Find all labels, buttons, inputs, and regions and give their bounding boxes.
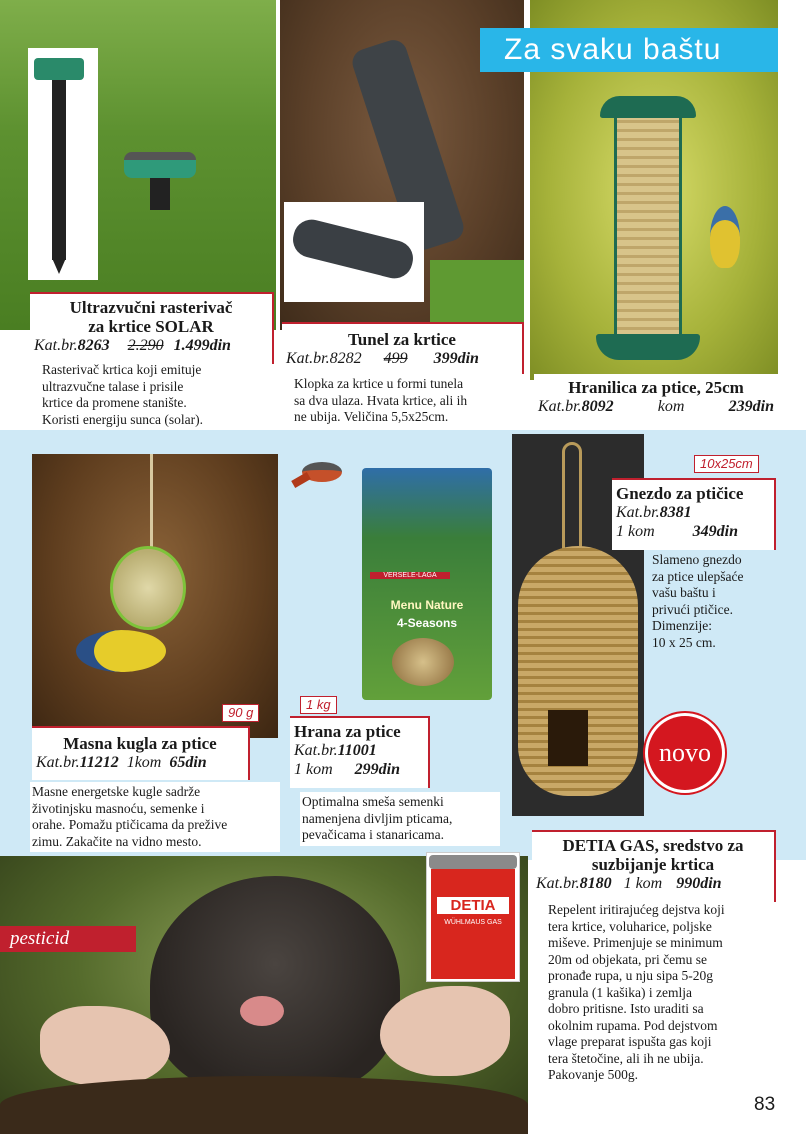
birdfood-title: Hrana za ptice	[294, 722, 401, 741]
tunnel-desc-line: sa dva ulaza. Hvata krtice, ali ih	[294, 392, 468, 408]
hanging-string	[150, 454, 153, 554]
detia-description	[548, 902, 782, 1084]
stake-head	[34, 58, 84, 80]
can-sub-label: WÜHLMAUS GAS	[444, 919, 502, 926]
fat-ball	[110, 546, 186, 630]
ultrasonic-desc-line: ultrazvučne talase i prisile	[42, 378, 184, 394]
birdfood-desc-line: pevačicama i stanaricama.	[302, 827, 445, 842]
ultrasonic-desc-line: Koristi energiju sunca (solar).	[42, 411, 203, 427]
nest-cat-number: 8381	[659, 504, 692, 521]
nest-price: 349din	[692, 523, 738, 540]
birdfood-weight-tag: 1 kg	[300, 696, 337, 714]
detia-price: 990din	[676, 875, 722, 892]
tunnel-description	[294, 376, 530, 426]
feeder-title: Hranilica za ptice, 25cm	[568, 378, 744, 397]
fatball-weight-tag: 90 g	[222, 704, 259, 722]
birdfood-info-box	[290, 716, 430, 788]
feeder-price-line	[534, 397, 778, 416]
feeder-tube	[614, 118, 682, 336]
detia-can	[426, 852, 520, 982]
detia-cat-number: 8180	[579, 875, 612, 892]
pesticid-badge: pesticid	[0, 926, 136, 952]
solar-head	[124, 152, 196, 178]
detia-title-line2: suzbijanje krtica	[591, 855, 715, 874]
birdfood-description	[300, 792, 500, 846]
fatball-title: Masna kugla za ptice	[63, 734, 217, 753]
solar-stem	[150, 178, 170, 210]
feeder-cat-number: 8092	[581, 398, 614, 415]
ultrasonic-price: 1.499din	[173, 337, 231, 354]
tunnel-desc-line: ne ubija. Veličina 5,5x25cm.	[294, 409, 449, 424]
tunnel-cat-number: 8282	[329, 350, 362, 367]
novo-badge: novo	[648, 716, 722, 790]
detia-desc-line: vlage preparat ispušta gas koji	[548, 1034, 712, 1049]
redstart-bird-illustration	[292, 452, 354, 492]
feeder-base	[596, 334, 700, 360]
detia-desc-line: dobro pritisne. Isto uraditi sa	[548, 1001, 704, 1016]
nest-title: Gnezdo za ptičice	[616, 484, 744, 503]
ultrasonic-title-line2: za krtice SOLAR	[88, 317, 214, 336]
mole-body	[150, 876, 400, 1096]
birdfood-price-line	[294, 760, 428, 779]
nest-info-box	[612, 478, 776, 550]
tunnel-price: 399din	[433, 350, 479, 367]
ultrasonic-photo	[0, 0, 276, 330]
nest-description	[652, 552, 782, 651]
detia-desc-line: miševe. Primenjuje se minimum	[548, 935, 723, 950]
birdfood-cat-number: 11001	[337, 742, 377, 759]
tunnel-grass-strip	[430, 260, 524, 330]
ultrasonic-description	[42, 362, 278, 428]
detia-info-box	[532, 830, 776, 902]
mole-snout	[240, 996, 284, 1026]
nest-desc-line: Slameno gnezdo	[652, 552, 742, 567]
tunnel-price-line	[282, 349, 522, 368]
fatball-price-line	[32, 753, 248, 772]
detia-desc-line: okolnim rupama. Pod dejstvom	[548, 1017, 718, 1033]
detia-desc-line: pronađe rupa, u nju sipa 5-20g	[548, 968, 713, 983]
page-number: 83	[754, 1094, 776, 1115]
feeder-cat-label: Kat.br.	[538, 398, 582, 415]
ultrasonic-title-line1: Ultrazvučni rasterivač	[69, 298, 233, 317]
tunnel-info-box	[282, 322, 524, 374]
fatball-info-box	[32, 726, 250, 780]
detia-cat-label: Kat.br.	[536, 875, 580, 892]
detia-desc-line: 20m od objekata, pri čemu se	[548, 951, 707, 967]
soil-mound	[0, 1076, 528, 1134]
nest-cat-label: Kat.br.	[616, 504, 660, 521]
detia-desc-line: Pakovanje 500g.	[548, 1067, 638, 1082]
detia-desc-line: tera štetočine, ali ih ne ubija.	[548, 1050, 704, 1066]
bluetit-bird	[710, 206, 740, 268]
detia-price-line	[532, 874, 774, 893]
nest-price-line	[616, 522, 774, 541]
nest-desc-line: vašu baštu i	[652, 585, 716, 600]
bluetit-on-ball	[76, 630, 166, 672]
feeder-unit: kom	[657, 398, 685, 415]
birdfood-desc-line: Optimalna smeša semenki	[302, 794, 444, 809]
stake-tip	[52, 258, 66, 274]
birdfood-price: 299din	[354, 761, 400, 778]
fatball-description	[30, 782, 280, 852]
feeder-price: 239din	[728, 398, 774, 415]
fatball-cat-number: 11212	[79, 754, 119, 771]
fatball-unit: 1kom	[126, 754, 162, 771]
fatball-desc-line: životinjsku masnoću, semenke i	[32, 800, 205, 816]
package-brand: VERSELE-LAGA	[370, 572, 450, 579]
redstart-tail	[291, 472, 311, 488]
detia-desc-line: granula (1 kašika) i zemlja	[548, 984, 692, 1000]
birdfood-package	[362, 468, 492, 700]
fatball-desc-line: zimu. Zakačite na vidno mesto.	[32, 833, 202, 849]
birdfood-cat-line	[294, 741, 428, 760]
ultrasonic-desc-line: krtice da promene stanište.	[42, 395, 187, 410]
package-seeds-window	[392, 638, 454, 686]
tunnel-cat-label: Kat.br.	[286, 350, 330, 367]
ultrasonic-price-line	[30, 336, 272, 355]
stake-body	[52, 80, 66, 260]
nest-entrance	[548, 710, 588, 766]
nest-unit: 1 kom	[616, 523, 655, 540]
feeder-info-box	[534, 374, 778, 424]
detia-title-line1: DETIA GAS, sredstvo za	[562, 836, 744, 855]
nest-cat-line	[616, 503, 774, 522]
nest-desc-line: za ptice ulepšaće	[652, 568, 744, 584]
detia-desc-line: Repelent iritirajućeg dejstva koji	[548, 902, 725, 917]
nest-desc-line: 10 x 25 cm.	[652, 634, 716, 650]
detia-unit: 1 kom	[623, 875, 663, 892]
birdfood-desc-line: namenjena divljim pticama,	[302, 810, 453, 826]
fatball-desc-line: orahe. Pomažu ptičicama da prežive	[32, 817, 228, 832]
feeder-cap	[600, 96, 696, 118]
can-label: DETIA	[437, 897, 509, 914]
nest-hanger	[562, 442, 582, 562]
fatball-desc-line: Masne energetske kugle sadrže	[32, 784, 201, 799]
ultrasonic-old-price: 2.290	[127, 337, 164, 354]
ultrasonic-cat-label: Kat.br.	[34, 337, 78, 354]
fatball-photo	[32, 454, 278, 738]
tunnel-desc-line: Klopka za krtice u formi tunela	[294, 376, 464, 391]
nest-size-tag: 10x25cm	[694, 455, 759, 473]
can-lid	[429, 855, 517, 869]
can-body	[431, 869, 515, 979]
package-line2: 4-Seasons	[396, 616, 458, 630]
fatball-cat-label: Kat.br.	[36, 754, 80, 771]
birdfood-cat-label: Kat.br.	[294, 742, 338, 759]
fatball-price: 65din	[169, 754, 207, 771]
tunnel-title: Tunel za krtice	[348, 330, 456, 349]
section-header-band: Za svaku baštu	[480, 28, 778, 72]
package-line1: Menu Nature	[390, 598, 464, 612]
nest-desc-line: privući ptičice.	[652, 601, 733, 617]
nest-desc-line: Dimenzije:	[652, 618, 712, 633]
birdfood-unit: 1 kom	[294, 761, 333, 778]
detia-desc-line: tera krtice, voluharice, poljske	[548, 918, 712, 934]
tunnel-old-price: 499	[383, 350, 408, 367]
ultrasonic-cat-number: 8263	[77, 337, 110, 354]
ultrasonic-desc-line: Rasterivač krtica koji emituje	[42, 362, 202, 377]
ultrasonic-info-box	[30, 292, 274, 364]
